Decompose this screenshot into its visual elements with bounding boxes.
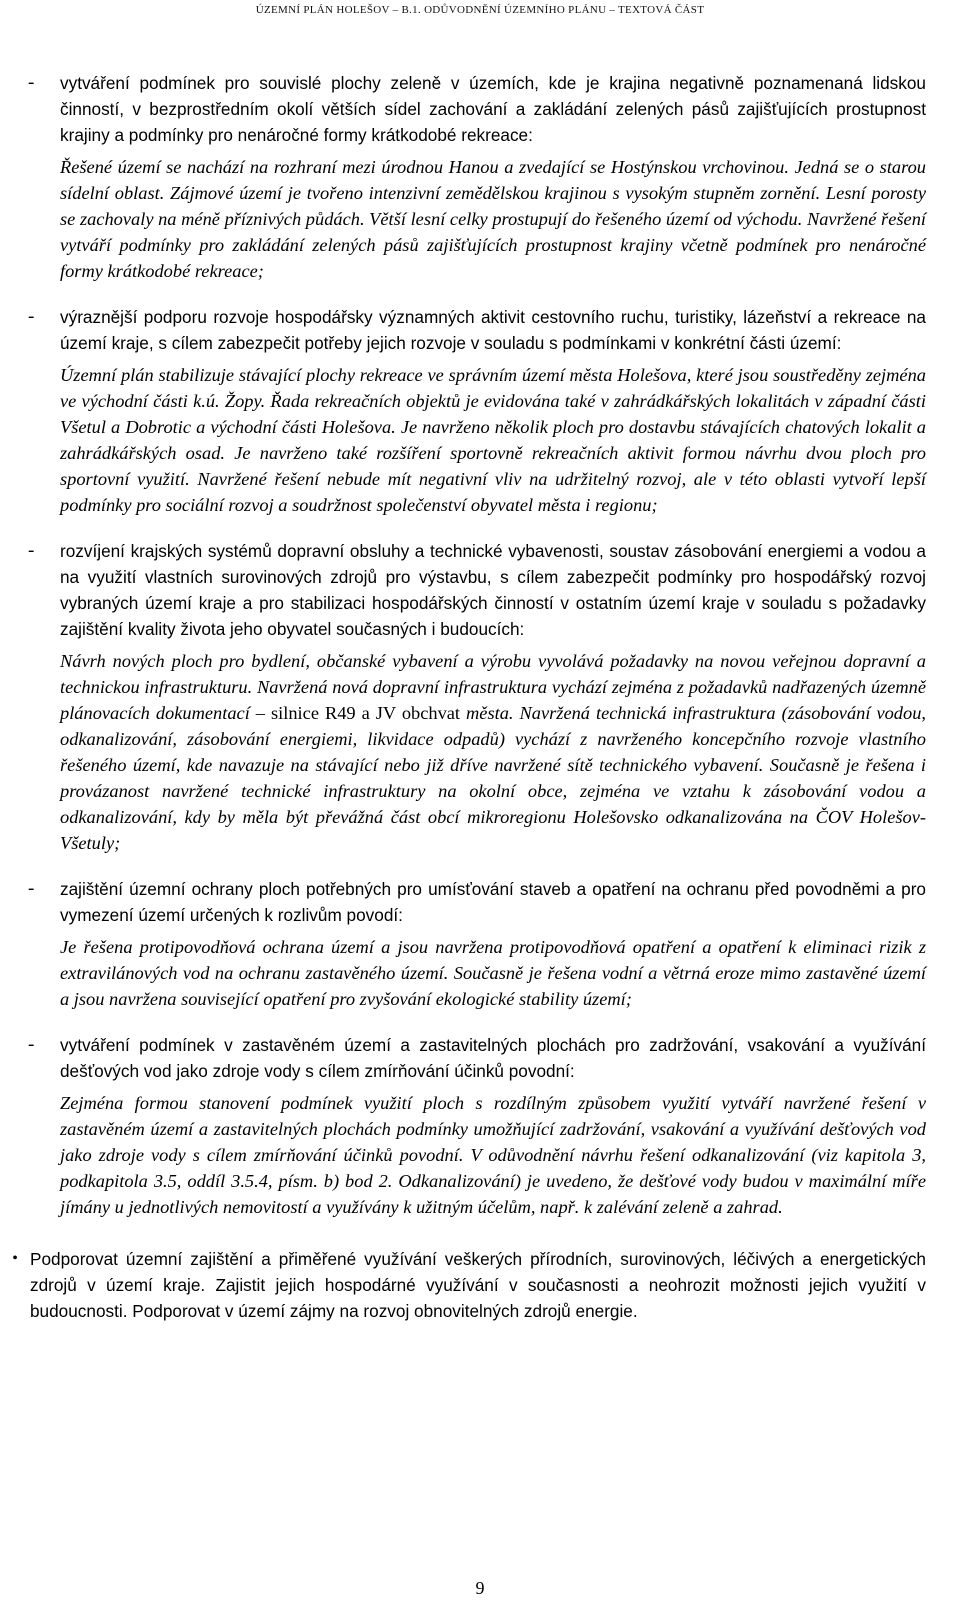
running-header: ÚZEMNÍ PLÁN HOLEŠOV – B.1. ODŮVODNĚNÍ ÚZEMNÍHO PLÁNU – TEXTOVÁ ČÁST [255, 4, 705, 16]
response-text: Zejména formou stanovení podmínek využití ploch s rozdílným způsobem využití vytváří navržené řešení v zastavěném území a zastavitelných plochách podmínky umožňující zadržování, vsakování a využívání dešťových vod jako zdroje vody s cílem zmírňování účinků povodní. V odůvodnění návrhu řešení odkanalizování (viz kapitola 3, podkapitola 3.5, oddíl 3.5.4, písm. b) bod 2. Odkanalizování) je uvedeno, že dešťové vody budou v maximální míře jímány u jednotlivých nemovitostí a využívány k užitným účelům, např. k zalévání zeleně a zahrad. [60, 1093, 926, 1217]
requirement-text: výraznější podporu rozvoje hospodářsky významných aktivit cestovního ruchu, turistiky, lázeňství a rekreace na území kraje, s cílem zabezpečit potřeby jejich rozvoje v souladu s podmínkami v konkrétní části území: [60, 307, 926, 353]
list-item [28, 1032, 926, 1220]
bullet-item [0, 1246, 926, 1324]
response-text-part: města. Navržená technická infrastruktura (zásobování vodou, odkanalizování, zásobování energiemi, likvidace odpadů) vychází z navrženého koncepčního rozvoje vlastního řešeného území, kde navazuje na stávající nebo již dříve navržené sítě technického vybavení. Současně je řešena i provázanost navržené technické infrastruktury na okolní obce, zejména ve vztahu k zásobování vodou a odkanalizování, kdy by měla být převážná část obcí mikroregionu Holešovsko odkanalizována na ČOV Holešov-Všetuly; [60, 703, 926, 853]
dash-marker: - [28, 1034, 35, 1055]
list-item [28, 538, 926, 856]
bullet-text: Podporovat územní zajištění a přiměřené využívání veškerých přírodních, surovinových, léčivých a energetických zdrojů v území kraje. Zajistit jejich hospodárné využívání v současnosti a neohrozit možnosti jejich využití v budoucnosti. Podporovat v území zájmy na rozvoj obnovitelných zdrojů energie. [30, 1249, 926, 1321]
response-text-part: Návrh nových ploch pro bydlení, občanské vybavení a výrobu vyvolává požadavky na novou veřejnou dopravní a technickou infrastrukturu. Navržená nová dopravní infrastruktura vychází zejména z požadavků nadřazených územně plánovacích dokumentací – [60, 651, 926, 723]
dash-marker: - [28, 72, 35, 93]
response-text-upright: silnice R49 a JV obchvat [270, 703, 461, 723]
response-text: Je řešena protipovodňová ochrana území a jsou navržena protipovodňová opatření a opatření k eliminaci rizik z extravilánových vod na ochranu zastavěného území. Současně je řešena vodní a větrná eroze mimo zastavěné území a jsou navržena související opatření pro zvyšování ekologické stability území; [60, 937, 926, 1009]
response-text [60, 648, 926, 856]
requirement-text: vytváření podmínek pro souvislé plochy zeleně v územích, kde je krajina negativně poznamenaná lidskou činností, v bezprostředním okolí větších sídel zachování a zakládání zelených pásů zajišťujících prostupnost krajiny a podmínky pro nenáročné formy krátkodobé rekreace: [60, 73, 926, 145]
requirement-text: rozvíjení krajských systémů dopravní obsluhy a technické vybavenosti, soustav zásobování energiemi a vodou a na využití vlastních surovinových zdrojů pro výstavbu, s cílem zabezpečit podmínky pro hospodářský rozvoj vybraných území kraje a pro stabilizaci hospodářských činností v ostatním území kraje v souladu s požadavky zajištění kvality života jeho obyvatel současných i budoucích: [60, 541, 926, 639]
response-text: Územní plán stabilizuje stávající plochy rekreace ve správním území města Holešova, které jsou soustředěny zejména ve východní části k.ú. Žopy. Řada rekreačních objektů je evidována také v zahrádkářských lokalitách v západní části Všetul a Dobrotic a východní části Holešova. Je navrženo několik ploch pro dostavbu stávajících chatových lokalit a zahrádkářských osad. Je navrženo také rozšíření sportovně rekreačních aktivit formou návrhu dvou ploch pro sportovní využití. Navržené řešení nebude mít negativní vliv na udržitelný rozvoj, ale v této oblasti vytvoří lepší podmínky pro sociální rozvoj a soudržnost společenství obyvatel města i regionu; [60, 365, 926, 515]
dash-marker: - [28, 306, 35, 327]
requirement-text: zajištění územní ochrany ploch potřebných pro umísťování staveb a opatření na ochranu před povodněmi a pro vymezení území určených k rozlivům povodí: [60, 879, 926, 925]
list-item [28, 304, 926, 518]
dash-marker: - [28, 878, 35, 899]
list-item [28, 70, 926, 284]
requirement-text: vytváření podmínek v zastavěném území a zastavitelných plochách pro zadržování, vsakování a využívání dešťových vod jako zdroje vody s cílem zmírňování účinků povodní: [60, 1035, 926, 1081]
dash-marker: - [28, 540, 35, 561]
response-text: Řešené území se nachází na rozhraní mezi úrodnou Hanou a zvedající se Hostýnskou vrchovinou. Jedná se o starou sídelní oblast. Zájmové území je tvořeno intenzivní zemědělskou krajinou s vysokým stupněm zornění. Lesní porosty se zachovaly na méně příznivých půdách. Větší lesní celky prostupují do řešeného území od východu. Navržené řešení vytváří podmínky pro zakládání zelených pásů zajišťujících prostupnost krajiny včetně podmínek pro nenáročné formy krátkodobé rekreace; [60, 157, 926, 281]
bullet-icon: • [12, 1250, 18, 1267]
document-body [12, 70, 926, 1324]
page-number: 9 [475, 1578, 485, 1598]
list-item [28, 876, 926, 1012]
